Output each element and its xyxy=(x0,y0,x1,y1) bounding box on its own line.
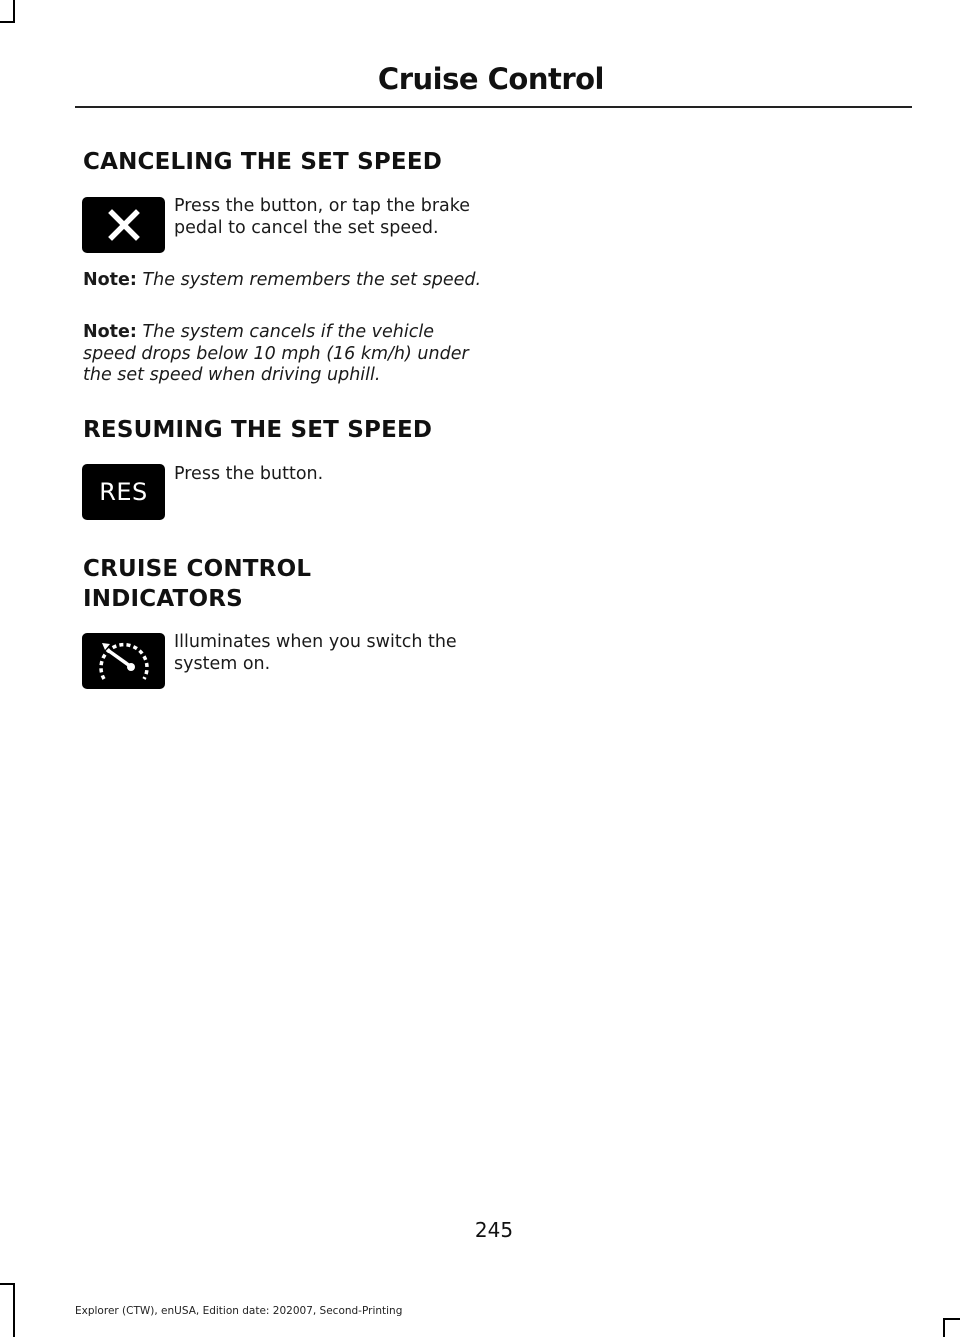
header-divider xyxy=(75,106,912,108)
crop-mark xyxy=(943,1318,960,1320)
indicator-description-text: Illuminates when you switch the system on. xyxy=(174,632,457,674)
note-remembers-speed xyxy=(83,270,483,292)
note-label: Note: xyxy=(83,322,137,342)
speedometer-icon xyxy=(82,633,165,689)
crop-mark xyxy=(13,1283,15,1337)
heading-resuming-set-speed: RESUMING THE SET SPEED xyxy=(83,417,433,443)
crop-mark xyxy=(0,1283,15,1285)
heading-line: INDICATORS xyxy=(83,586,243,612)
note-text: The system remembers the set speed. xyxy=(142,270,482,290)
res-button-icon xyxy=(82,464,165,520)
heading-line: CRUISE CONTROL xyxy=(83,556,312,582)
resume-instruction-text: Press the button. xyxy=(174,464,324,484)
note-cancels-uphill xyxy=(83,322,483,387)
crop-mark xyxy=(0,21,15,23)
cancel-instruction-text: Press the button, or tap the brake pedal to cancel the set speed. xyxy=(174,196,471,238)
heading-cruise-control-indicators xyxy=(83,554,311,614)
note-text: The system cancels if the vehicle speed drops below 10 mph (16 km/h) under the set speed when driving uphill. xyxy=(83,322,469,385)
heading-canceling-set-speed: CANCELING THE SET SPEED xyxy=(83,149,443,175)
edition-footer: Explorer (CTW), enUSA, Edition date: 202007, Second-Printing xyxy=(75,1305,403,1317)
page-header-title: Cruise Control xyxy=(377,62,604,96)
note-label: Note: xyxy=(83,270,137,290)
res-icon-label: RES xyxy=(99,478,148,506)
page-number: 245 xyxy=(474,1218,514,1242)
crop-mark xyxy=(13,0,15,22)
crop-mark xyxy=(943,1318,945,1337)
cancel-x-icon xyxy=(82,197,165,253)
